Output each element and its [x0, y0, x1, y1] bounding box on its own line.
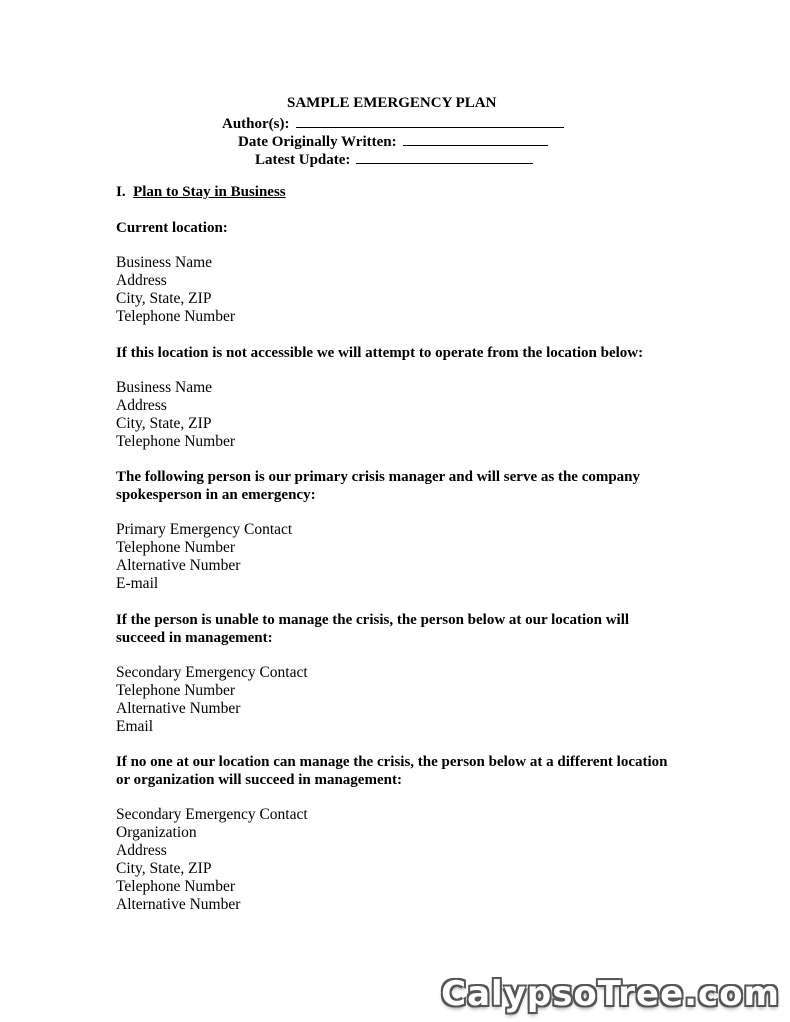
field-city-state-zip: City, State, ZIP — [116, 860, 212, 877]
section-number: I. — [116, 184, 126, 200]
field-city-state-zip: City, State, ZIP — [116, 290, 212, 307]
section-title: Plan to Stay in Business — [133, 184, 286, 200]
field-secondary-contact: Secondary Emergency Contact — [116, 664, 308, 681]
field-business-name: Business Name — [116, 254, 213, 271]
field-business-name: Business Name — [116, 379, 213, 396]
current-location-fields — [116, 254, 235, 326]
field-email: Email — [116, 718, 154, 735]
secondary-contact-prompt: If the person is unable to manage the crisis, the person below at our location will succeed in management: — [116, 612, 630, 646]
primary-contact-fields — [116, 521, 292, 593]
latest-update-row — [255, 149, 533, 169]
field-primary-contact: Primary Emergency Contact — [116, 521, 293, 538]
field-alternative-number: Alternative Number — [116, 896, 241, 913]
date-written-label: Date Originally Written: — [238, 134, 397, 150]
external-contact-prompt: If no one at our location can manage the crisis, the person below at a different location or organization will succeed in management: — [116, 754, 668, 788]
field-address: Address — [116, 842, 167, 859]
current-location-label: Current location: — [116, 220, 228, 236]
date-written-blank-line — [403, 131, 548, 146]
field-email: E-mail — [116, 575, 159, 592]
alt-location-fields — [116, 379, 235, 451]
latest-update-blank-line — [356, 149, 533, 164]
authors-row — [222, 113, 564, 133]
field-secondary-contact: Secondary Emergency Contact — [116, 806, 308, 823]
section-heading — [116, 184, 286, 201]
authors-label: Author(s): — [222, 116, 290, 132]
external-contact-fields — [116, 806, 308, 914]
field-telephone: Telephone Number — [116, 878, 235, 895]
field-telephone: Telephone Number — [116, 433, 235, 450]
authors-blank-line — [296, 113, 564, 128]
field-address: Address — [116, 397, 167, 414]
field-telephone: Telephone Number — [116, 308, 235, 325]
field-telephone: Telephone Number — [116, 682, 235, 699]
primary-contact-prompt: The following person is our primary crisis manager and will serve as the company spokesperson in an emergency: — [116, 469, 641, 503]
field-organization: Organization — [116, 824, 197, 841]
latest-update-label: Latest Update: — [255, 152, 351, 168]
watermark-logo: CalypsoTree.com — [441, 974, 780, 1014]
field-address: Address — [116, 272, 167, 289]
field-city-state-zip: City, State, ZIP — [116, 415, 212, 432]
field-telephone: Telephone Number — [116, 539, 235, 556]
field-alternative-number: Alternative Number — [116, 700, 241, 717]
alt-location-prompt: If this location is not accessible we will attempt to operate from the location below: — [116, 345, 644, 361]
document-title: SAMPLE EMERGENCY PLAN — [287, 95, 497, 111]
secondary-contact-fields — [116, 664, 308, 736]
date-written-row — [238, 131, 548, 151]
field-alternative-number: Alternative Number — [116, 557, 241, 574]
